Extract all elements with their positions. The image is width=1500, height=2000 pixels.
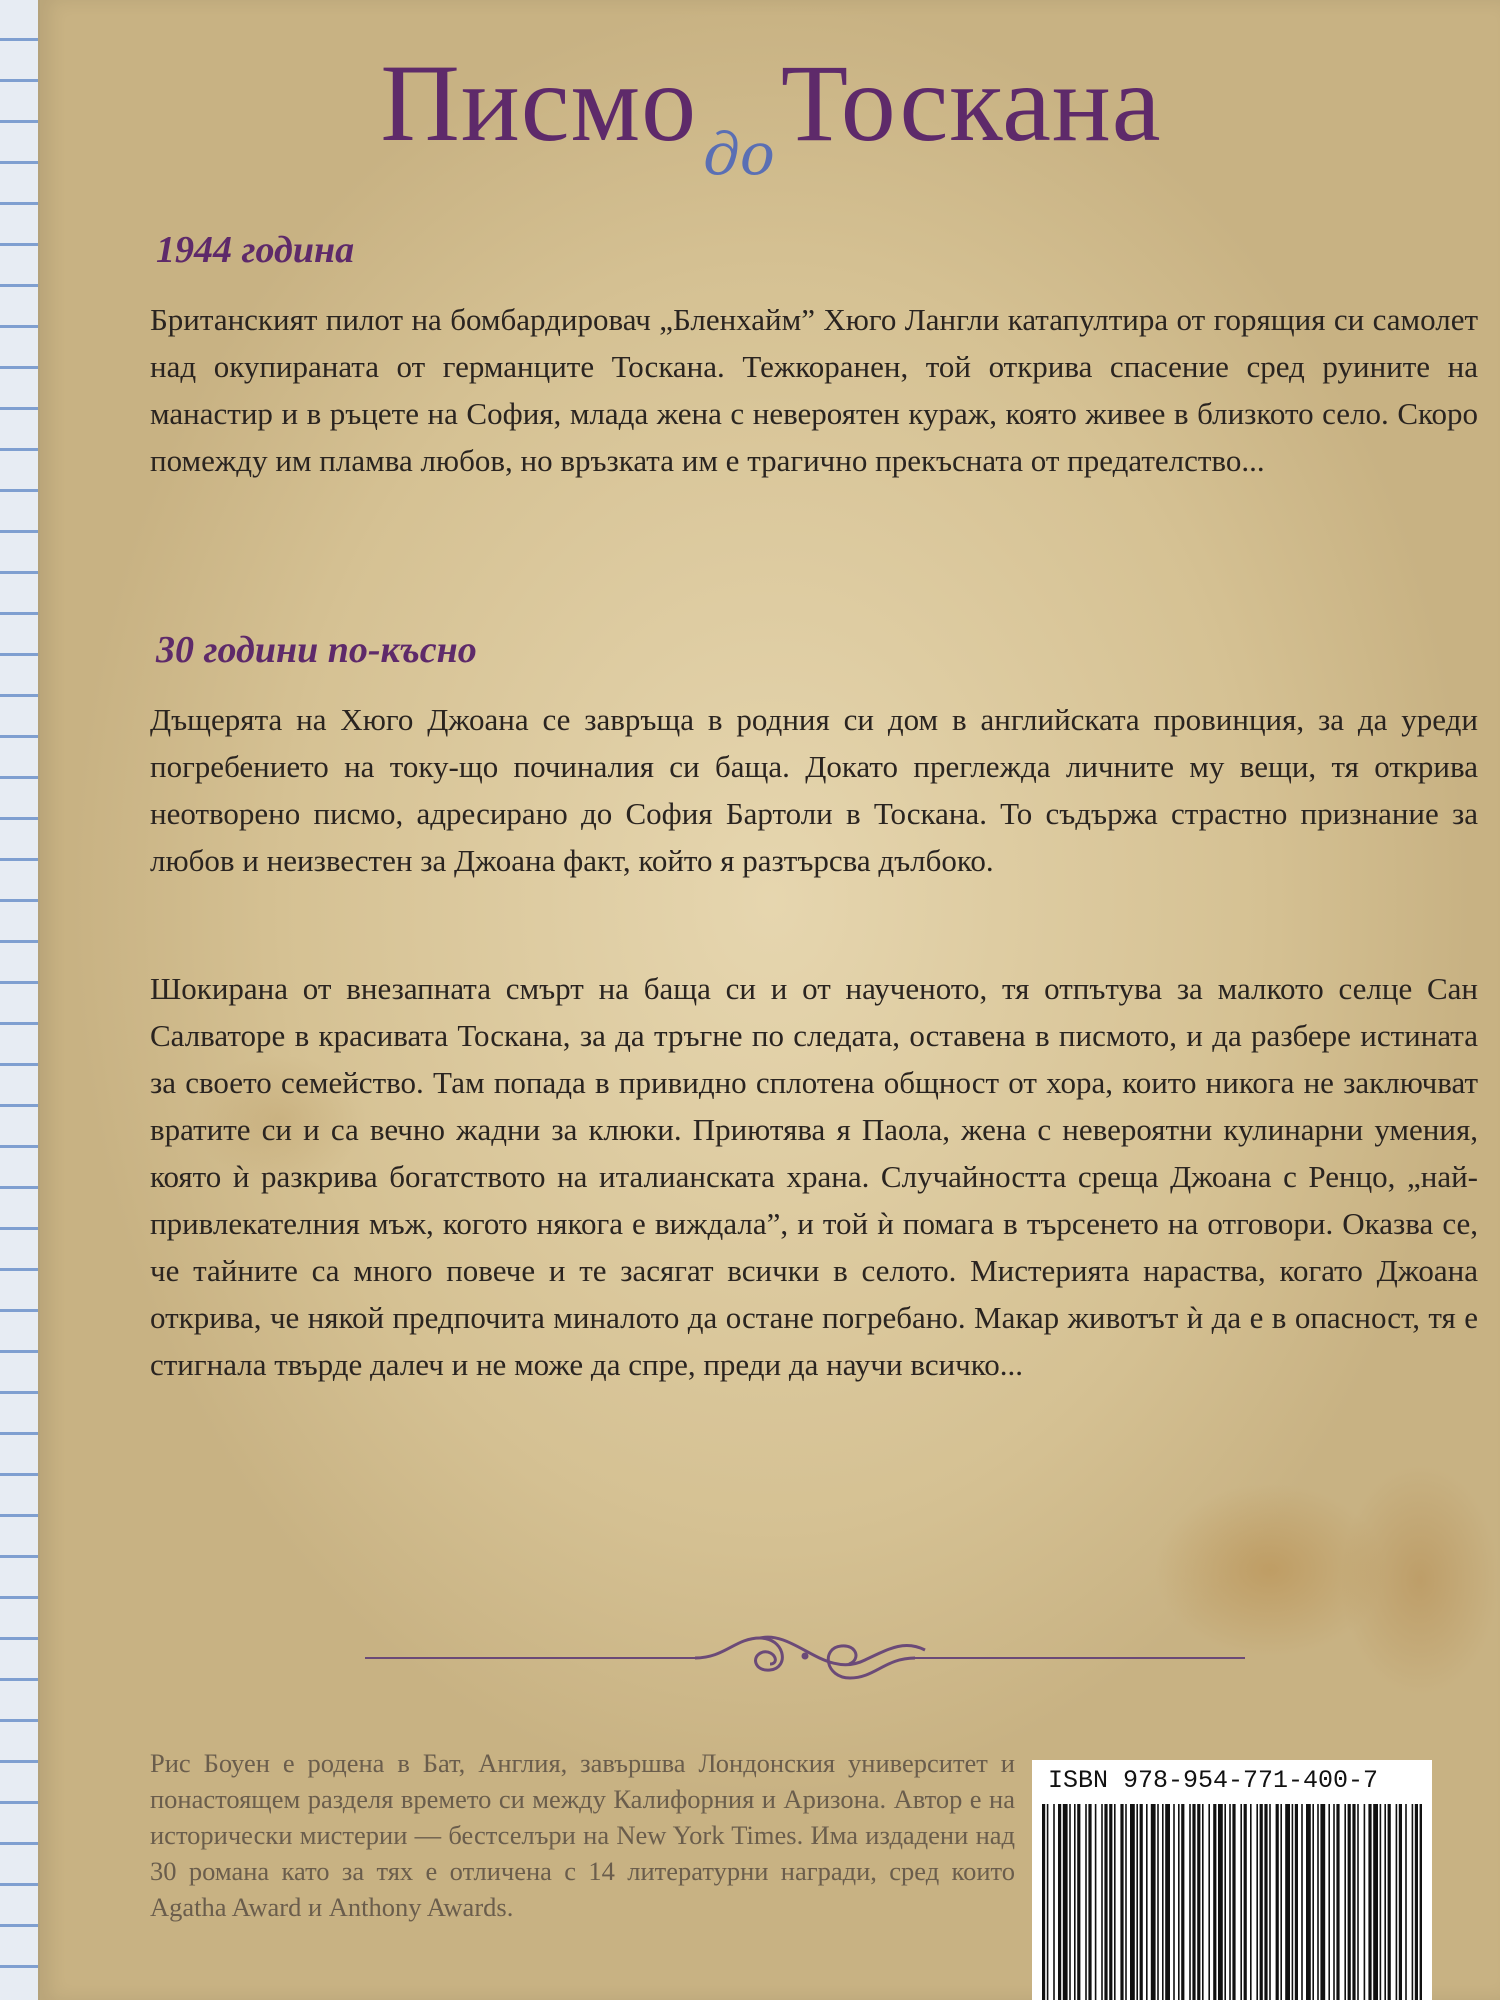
book-back-cover <box>38 0 1500 2000</box>
title-connector: до <box>703 120 775 188</box>
barcode <box>1032 1760 1432 2000</box>
barcode-bars-icon <box>1042 1804 1422 2000</box>
title-word-1: Писмо <box>380 42 698 164</box>
book-title <box>40 40 1500 190</box>
title-word-2: Тоскана <box>780 42 1162 164</box>
section-heading-1944: 1944 година <box>156 229 355 271</box>
synopsis-paragraph-1: Британският пилот на бомбардировач „Бленхайм” Хюго Лангли катапултира от горящия си самолет над окупираната от германците Тоскана. Тежкоранен, той открива спасение сред руините на манастир и в ръцете на София, млада жена с невероятен кураж, която живее в близкото село. Скоро помежду им пламва любов, но връзката им е трагично прекъсната от предателство... <box>150 302 1478 478</box>
author-bio: Рис Боуен е родена в Бат, Англия, завършва Лондонския университет и понастоящем разделя времето си между Калифорния и Аризона. Автор е на исторически мистерии — бестселъри на New York Times. Има издадени над 30 романа като за тях е отличена с 14 литературни награди, сред които Agatha Award и Anthony Awards. <box>150 1748 1015 1922</box>
isbn-number: ISBN 978-954-771-400-7 <box>1048 1766 1379 1795</box>
synopsis-paragraph-2: Дъщерята на Хюго Джоана се завръща в родния си дом в английската провинция, за да уреди погребението на току-що починалия си баща. Докато преглежда личните му вещи, тя открива неотворено писмо, адресирано до София Бартоли в Тоскана. То съдържа страстно признание за любов и неизвестен за Джоана факт, който я разтърсва дълбоко. <box>150 702 1478 878</box>
synopsis-paragraph-3: Шокирана от внезапната смърт на баща си и от наученото, тя отпътува за малкото селце Сан Салваторе в красивата Тоскана, за да тръгне по следата, оставена в писмото, и да разбере истината за своето семейство. Там попада в привидно сплотена общност от хора, които никога не заключват вратите си и са вечно жадни за клюки. Приютява я Паола, жена с невероятни кулинарни умения, която ѝ разкрива богатството на италианската храна. Случайността среща Джоана с Ренцо, „най-привлекателния мъж, когото някога е виждала”, и той ѝ помага в търсенето на отговори. Оказва се, че тайните са много повече и те засягат всички в селото. Мистерията нараства, когато Джоана открива, че някой предпочита миналото да остане погребано. Макар животът ѝ да е в опасност, тя е стигнала твърде далеч и не може да спре, преди да научи всичко... <box>150 971 1478 1382</box>
flourish-divider-icon <box>365 1620 1245 1690</box>
section-heading-30-years-later: 30 години по-късно <box>156 629 477 671</box>
